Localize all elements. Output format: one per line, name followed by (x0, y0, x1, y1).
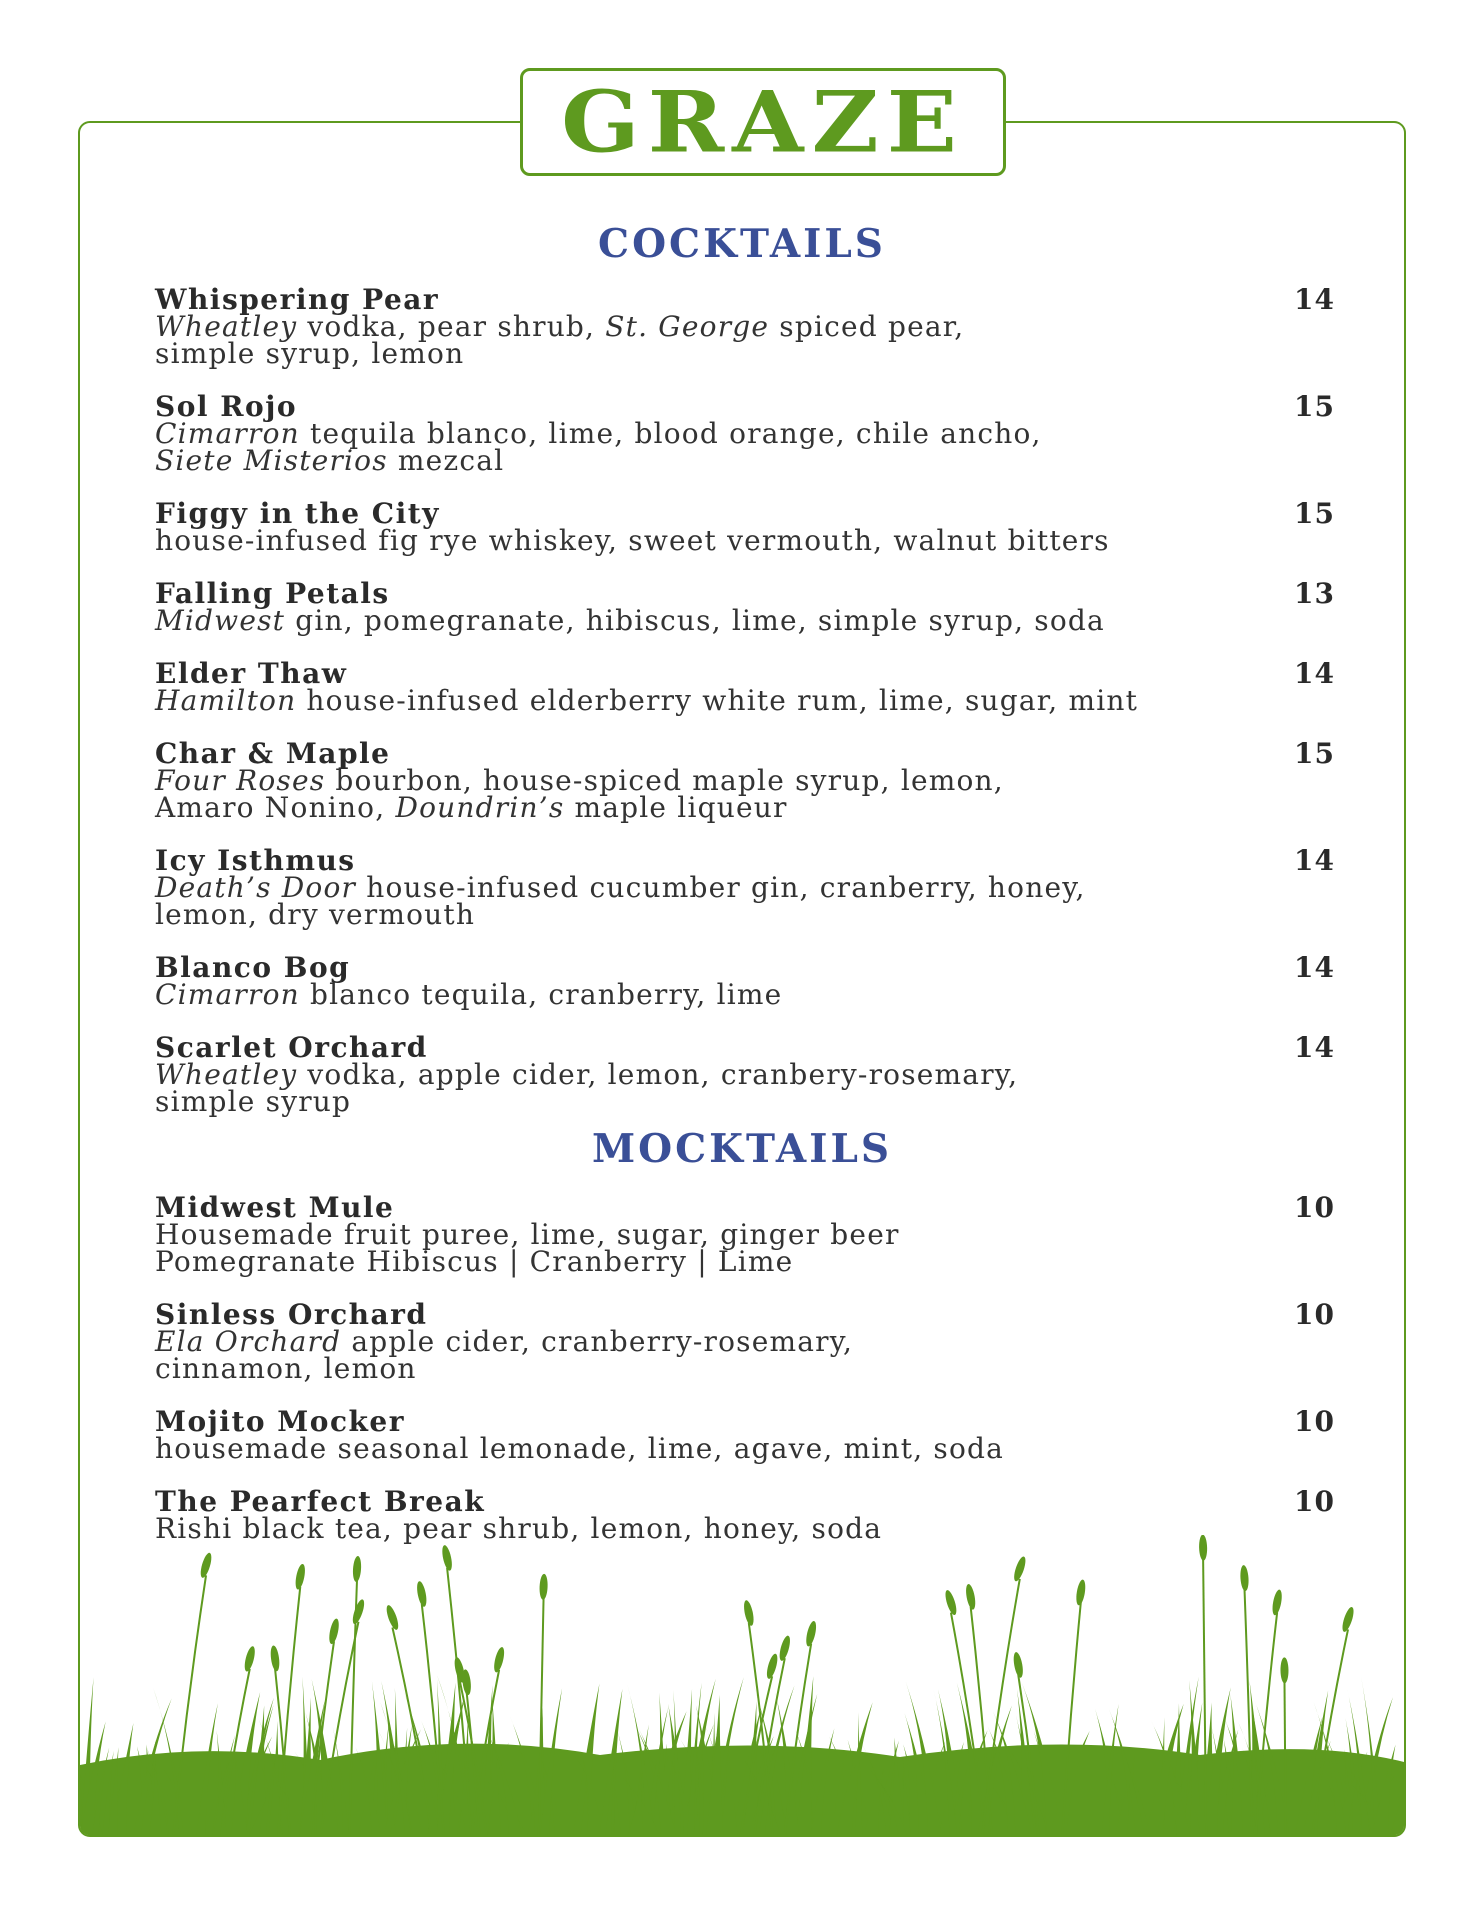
item-price: 14 (1294, 657, 1335, 690)
item-name: Char & Maple (155, 737, 391, 770)
item-price: 15 (1294, 497, 1335, 530)
item-name: The Pearfect Break (155, 1485, 486, 1518)
ingredient-text: simple syrup, lemon (155, 337, 465, 370)
item-name: Falling Petals (155, 577, 390, 610)
item-description-line (155, 684, 1335, 717)
item-price: 10 (1294, 1485, 1335, 1518)
section-title-mocktails: MOCKTAILS (591, 1126, 893, 1172)
item-name: Figgy in the City (155, 497, 440, 530)
item-description-line (155, 1432, 1335, 1465)
ingredient-text: Rishi black tea, pear shrub, lemon, honey, soda (155, 1512, 883, 1545)
ingredient-text: housemade seasonal lemonade, lime, agave, mint, soda (155, 1432, 1005, 1465)
ingredient-text: Housemade fruit puree, lime, sugar, ginger beer (155, 1218, 900, 1251)
item-description-line (155, 764, 1335, 797)
item-description-line (155, 1218, 1335, 1251)
ingredient-text: vodka, apple cider, lemon, cranbery-rosemary, (297, 1058, 1019, 1091)
item-description-line (155, 871, 1335, 904)
menu-item (155, 1191, 1335, 1278)
ingredient-text: vodka, pear shrub, (297, 310, 606, 343)
item-price: 15 (1294, 390, 1335, 423)
item-description-line (155, 524, 1335, 557)
brand-name-text: Wheatley (155, 310, 298, 343)
item-price: 10 (1294, 1191, 1335, 1224)
brand-logo-text: GRAZE (561, 72, 965, 172)
item-price: 10 (1294, 1298, 1335, 1331)
item-description-line (155, 310, 1335, 343)
brand-name-text: Ela Orchard (155, 1325, 342, 1358)
item-description-line (155, 1085, 1335, 1118)
ingredient-text: spiced pear, (769, 310, 965, 343)
ingredient-text: mezcal (387, 444, 505, 477)
section-title-cocktails: COCKTAILS (598, 221, 886, 267)
item-name: Midwest Mule (155, 1191, 395, 1224)
brand-name-text: Four Roses (155, 764, 326, 797)
menu-item (155, 1298, 1335, 1385)
item-description-line (155, 337, 1335, 370)
item-description-line (155, 898, 1335, 931)
ingredient-text: Pomegranate Hibiscus | Cranberry | Lime (155, 1245, 794, 1278)
ingredient-text: lemon, dry vermouth (155, 898, 476, 931)
ingredient-text: simple syrup (155, 1085, 352, 1118)
item-description-line (155, 444, 1335, 477)
item-name: Mojito Mocker (155, 1405, 405, 1438)
item-price: 14 (1294, 1031, 1335, 1064)
ingredient-text: blanco tequila, cranberry, lime (299, 978, 783, 1011)
ingredient-text: apple cider, cranberry-rosemary, (341, 1325, 854, 1358)
menu-item (155, 1485, 1335, 1545)
item-name: Scarlet Orchard (155, 1031, 428, 1064)
item-description-line (155, 1352, 1335, 1385)
brand-name-text: Midwest (155, 604, 286, 637)
brand-name-text: St. George (605, 310, 770, 343)
item-price: 14 (1294, 283, 1335, 316)
logo-badge (520, 68, 1006, 176)
item-description-line (155, 1325, 1335, 1358)
brand-name-text: Doundrin’s (395, 791, 565, 824)
ingredient-text: maple liqueur (564, 791, 788, 824)
ingredient-text: house-infused fig rye whiskey, sweet vermouth, walnut bitters (155, 524, 1110, 557)
brand-name-text: Cimarron (155, 417, 300, 450)
ingredient-text: cinnamon, lemon (155, 1352, 417, 1385)
brand-name-text: Siete Misterios (155, 444, 388, 477)
ingredient-text: Amaro Nonino, (155, 791, 396, 824)
item-description-line (155, 1512, 1335, 1545)
item-price: 10 (1294, 1405, 1335, 1438)
menu-item (155, 1031, 1335, 1118)
brand-name-text: Hamilton (155, 684, 297, 717)
item-name: Elder Thaw (155, 657, 348, 690)
ingredient-text: gin, pomegranate, hibiscus, lime, simple syrup, soda (285, 604, 1105, 637)
ingredient-text: house-infused elderberry white rum, lime, sugar, mint (296, 684, 1139, 717)
menu-item (155, 577, 1335, 637)
ingredient-text: house-infused cucumber gin, cranberry, honey, (356, 871, 1086, 904)
grass-illustration (80, 1535, 1406, 1835)
menu-item (155, 1405, 1335, 1465)
item-name: Blanco Bog (155, 951, 351, 984)
item-name: Whispering Pear (155, 283, 440, 316)
item-description-line (155, 1245, 1335, 1278)
menu-item (155, 844, 1335, 931)
item-description-line (155, 791, 1335, 824)
item-price: 15 (1294, 737, 1335, 770)
menu-item (155, 497, 1335, 557)
menu-item (155, 657, 1335, 717)
item-description-line (155, 978, 1335, 1011)
menu-item (155, 390, 1335, 477)
item-description-line (155, 417, 1335, 450)
item-description-line (155, 1058, 1335, 1091)
item-name: Icy Isthmus (155, 844, 356, 877)
menu-item (155, 951, 1335, 1011)
item-price: 14 (1294, 844, 1335, 877)
item-description-line (155, 604, 1335, 637)
brand-name-text: Wheatley (155, 1058, 298, 1091)
item-name: Sinless Orchard (155, 1298, 428, 1331)
item-price: 13 (1294, 577, 1335, 610)
item-name: Sol Rojo (155, 390, 298, 423)
menu-item (155, 737, 1335, 824)
menu-item (155, 283, 1335, 370)
brand-name-text: Cimarron (155, 978, 300, 1011)
ingredient-text: tequila blanco, lime, blood orange, chile ancho, (299, 417, 1042, 450)
ingredient-text: bourbon, house-spiced maple syrup, lemon, (325, 764, 1004, 797)
brand-name-text: Death’s Door (155, 871, 357, 904)
item-price: 14 (1294, 951, 1335, 984)
